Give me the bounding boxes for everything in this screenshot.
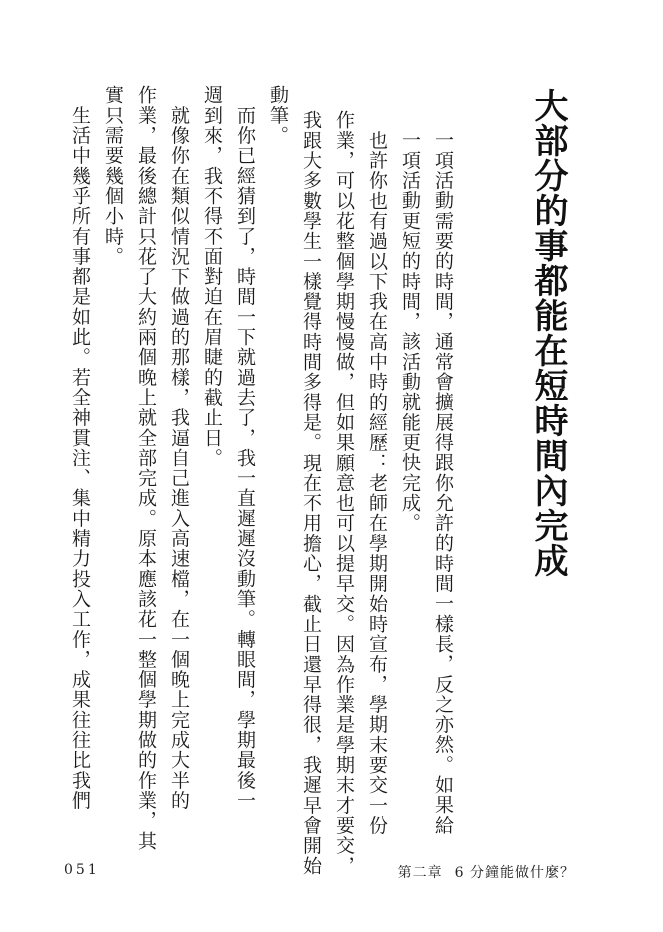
body-line-5: 我跟大多數學生一樣覺得時間多得是。現在不用擔心，截止日還早得很，我遲早會開始 xyxy=(300,110,322,876)
body-line-12: 生活中幾乎所有事都是如此。若全神貫注、集中精力投入工作，成果往往比我們 xyxy=(69,85,91,811)
page-number: 051 xyxy=(64,862,100,878)
body-line-8: 週到來，我不得不面對迫在眉睫的截止日。 xyxy=(201,85,223,468)
chapter-label: 第二章 xyxy=(397,865,443,881)
body-line-11: 實只需要幾個小時。 xyxy=(102,85,124,267)
body-line-1: 一項活動需要的時間，通常會擴展得跟你允許的時間一樣長，反之亦然。如果給 xyxy=(432,130,454,836)
body-line-4: 作業，可以花整個學期慢慢做，但如果願意也可以提早交。因為作業是學期末才要交， xyxy=(333,110,355,876)
section-title: 大部分的事都能在短時間內完成 xyxy=(528,88,568,578)
body-line-3: 也許你也有過以下我在高中時的經歷：老師在學期開始時宣布，學期末要交一份 xyxy=(366,110,388,836)
body-line-6: 動筆。 xyxy=(267,85,289,146)
body-line-10: 作業，最後總計只花了大約兩個晚上就全部完成。原本應該花一整個學期做的作業，其 xyxy=(135,85,157,851)
body-line-7: 而你已經猜到了，時間一下就過去了，我一直遲遲沒動筆。轉眼間，學期最後一 xyxy=(234,85,256,811)
body-line-2: 一項活動更短的時間，該活動就能更快完成。 xyxy=(399,130,421,533)
running-head xyxy=(398,862,575,882)
chapter-title: 6 分鐘能做什麼？ xyxy=(454,865,575,881)
body-line-9: 就像你在類似情況下做過的那樣，我逼自己進入高速檔，在一個晚上完成大半的 xyxy=(168,85,190,811)
